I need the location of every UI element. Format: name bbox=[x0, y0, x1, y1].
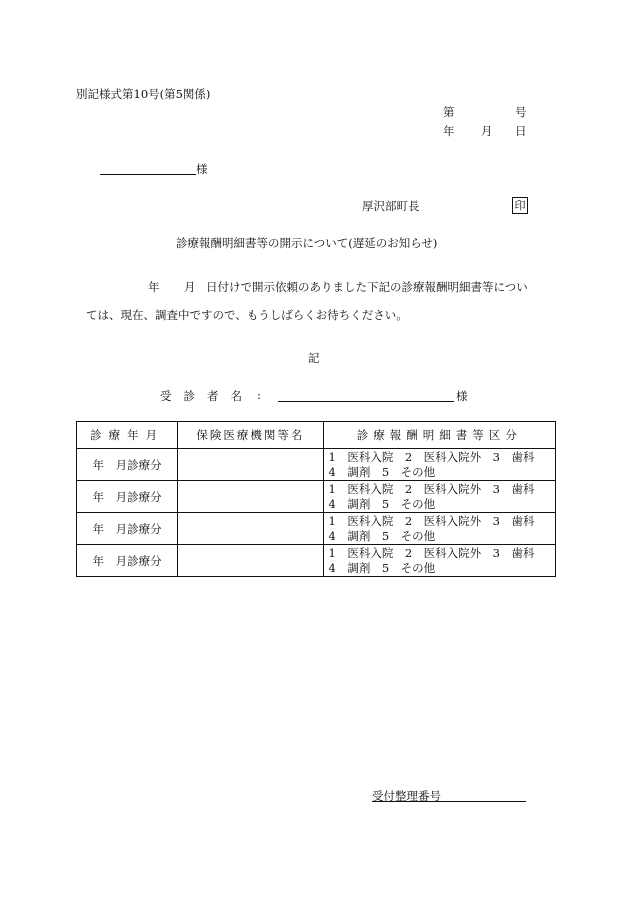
body-line1: 日付けで開示依頼のありました下記の診療報酬明細書等につい bbox=[206, 280, 528, 294]
header-period: 診療年月 bbox=[77, 422, 178, 449]
period-cell: 年 月診療分 bbox=[77, 449, 178, 481]
table-row bbox=[77, 449, 556, 481]
table-row bbox=[77, 481, 556, 513]
header-institution: 保険医療機関等名 bbox=[178, 422, 323, 449]
body-line2: ては、現在、調査中ですので、もうしばらくお待ちください。 bbox=[86, 308, 408, 322]
period-cell: 年 月診療分 bbox=[77, 481, 178, 513]
receipt-number-label: 受付整理番号 bbox=[372, 789, 441, 803]
classification-cell: 1 医科入院 2 医科入院外 3 歯科 4 調剤 5 その他 bbox=[323, 545, 556, 577]
institution-cell bbox=[178, 545, 323, 577]
body-year: 年 bbox=[148, 280, 160, 294]
date-year: 年 bbox=[443, 124, 455, 138]
body-month: 月 bbox=[184, 280, 196, 294]
table-row bbox=[77, 545, 556, 577]
seal-mark: 印 bbox=[512, 197, 528, 214]
date-month: 月 bbox=[481, 124, 493, 138]
claims-table bbox=[76, 421, 556, 577]
classification-cell: 1 医科入院 2 医科入院外 3 歯科 4 調剤 5 その他 bbox=[323, 481, 556, 513]
institution-cell bbox=[178, 449, 323, 481]
doc-number-dai: 第 bbox=[443, 105, 455, 119]
form-number: 別記様式第10号(第5関係) bbox=[76, 87, 211, 101]
patient-colon: : bbox=[257, 388, 261, 402]
table-header-row bbox=[77, 422, 556, 449]
classification-cell: 1 医科入院 2 医科入院外 3 歯科 4 調剤 5 その他 bbox=[323, 449, 556, 481]
patient-label: 受診者名 bbox=[160, 389, 254, 403]
period-cell: 年 月診療分 bbox=[77, 545, 178, 577]
patient-suffix: 様 bbox=[456, 389, 468, 403]
classification-cell: 1 医科入院 2 医科入院外 3 歯科 4 調剤 5 その他 bbox=[323, 513, 556, 545]
issuer-name: 厚沢部町長 bbox=[362, 199, 420, 213]
header-classification: 診療報酬明細書等区分 bbox=[323, 422, 556, 449]
period-cell: 年 月診療分 bbox=[77, 513, 178, 545]
institution-cell bbox=[178, 513, 323, 545]
table-row bbox=[77, 513, 556, 545]
institution-cell bbox=[178, 481, 323, 513]
document-title: 診療報酬明細書等の開示について(遅延のお知らせ) bbox=[176, 236, 438, 250]
receipt-number-line bbox=[372, 801, 526, 802]
addressee-suffix: 様 bbox=[196, 162, 208, 176]
ki-heading: 記 bbox=[308, 351, 320, 365]
patient-name-line bbox=[278, 401, 454, 402]
date-day: 日 bbox=[515, 124, 527, 138]
doc-number-go: 号 bbox=[515, 105, 527, 119]
addressee-line bbox=[100, 174, 196, 175]
